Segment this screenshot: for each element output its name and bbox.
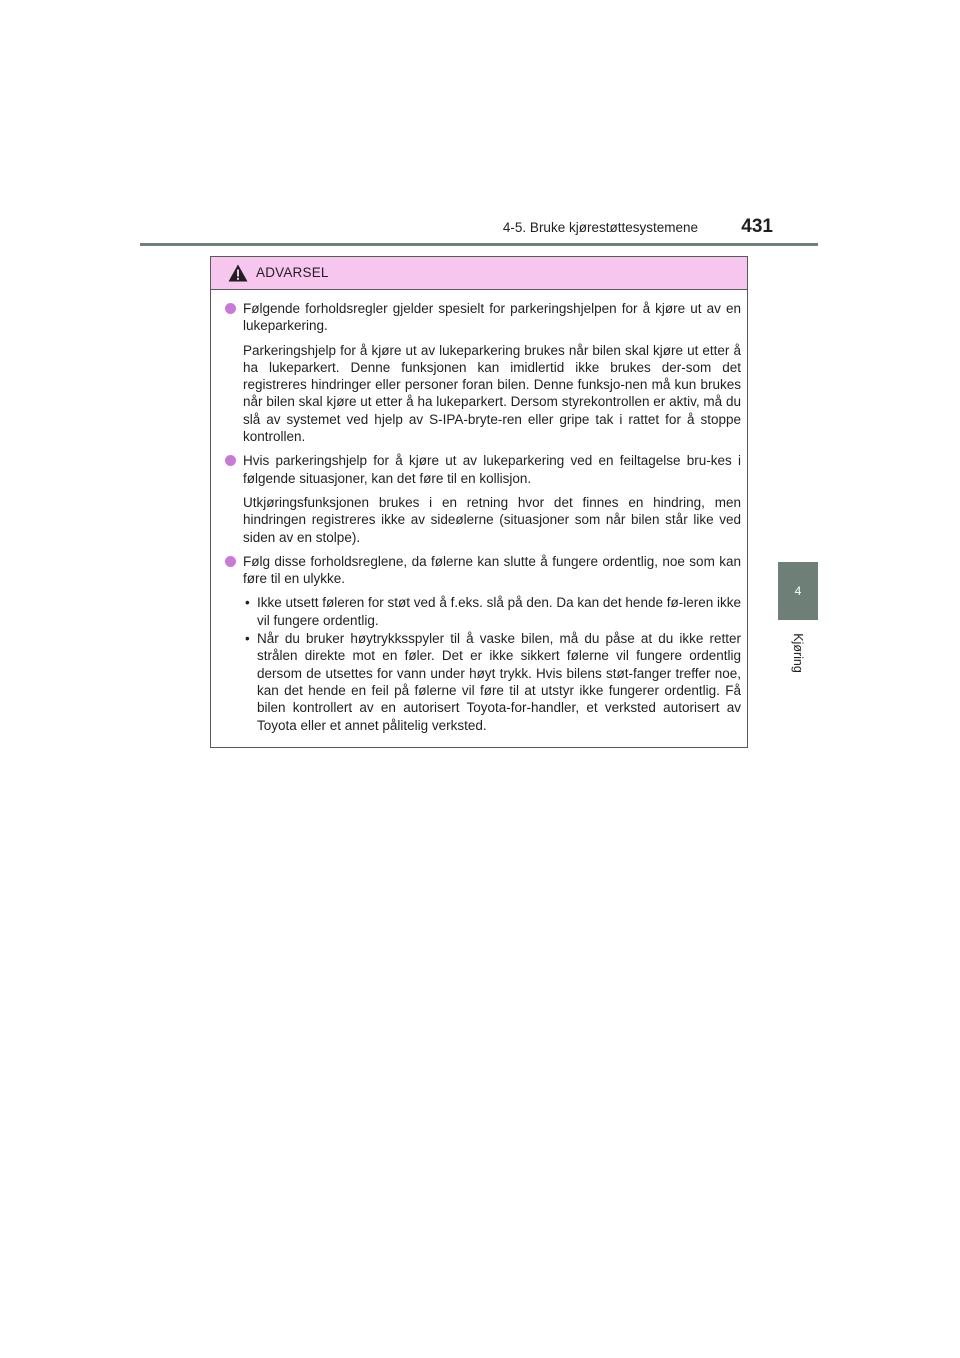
warning-triangle-icon: [228, 264, 248, 282]
warning-item-text: Følgende forholdsregler gjelder spesielt for parkeringshjelpen for å kjøre ut av en lukeparkering.: [243, 301, 741, 334]
warning-item-text: Hvis parkeringshjelp for å kjøre ut av lukeparkering ved en feiltagelse bru-kes i følgende situasjoner, kan det føre til en kollisjon.: [243, 453, 741, 486]
chapter-number: 4: [794, 584, 802, 598]
bullet-icon: [225, 556, 236, 567]
bullet-icon: [225, 455, 236, 466]
bullet-icon: [225, 303, 236, 314]
warning-subitem-text: Når du bruker høytrykksspyler til å vaske bilen, må du påse at du ikke retter strålen direkte mot en føler. Det er ikke sikkert følerne vil fungere ordentlig dersom de utsettes for vann under høyt trykk. Hvis bilens støt-fanger treffer noe, kan det hende en feil på følerne vil føre til at utstyr ikke fungerer ordentlig. Få bilen kontrollert av en autorisert Toyota-for-handler, et verksted autorisert av Toyota eller et annet pålitelig verksted.: [257, 631, 741, 733]
warning-subitem-text: Ikke utsett føleren for støt ved å f.eks. slå på den. Da kan det hende fø-leren ikke vil fungere ordentlig.: [257, 595, 741, 628]
chapter-label-container: [783, 628, 813, 678]
dot-bullet-icon: •: [245, 631, 250, 647]
warning-item: [225, 452, 741, 545]
section-title: 4-5. Bruke kjørestøttesystemene: [502, 220, 698, 235]
warning-box: [210, 256, 748, 748]
warning-item: [225, 553, 741, 734]
chapter-label: Kjøring: [791, 633, 805, 673]
warning-subitem: [243, 630, 741, 734]
warning-item-detail: Parkeringshjelp for å kjøre ut av lukeparkering brukes når bilen skal kjøre ut etter å ha lukeparkert. Denne funksjonen kan imidlertid ikke brukes der-som det registreres hindringer eller personer foran bilen. Denne funksjo-nen må kun brukes når bilen skal kjøre ut etter å ha lukeparkert. Dersom styrekontrollen er aktiv, må du slå av systemet ved hjelp av S-IPA-bryte-ren eller gripe tak i rattet for å stoppe kontrollen.: [243, 342, 741, 445]
dot-bullet-icon: •: [245, 595, 250, 611]
warning-item: [225, 300, 741, 445]
warning-item-detail: Utkjøringsfunksjonen brukes i en retning hvor det finnes en hindring, men hindringen registreres ikke av sideølerne (situasjoner som når bilen står like ved siden av en stolpe).: [243, 494, 741, 545]
chapter-tab: [778, 562, 818, 620]
warning-header: [211, 257, 747, 290]
page-number: 431: [741, 216, 773, 237]
warning-body: [211, 290, 747, 734]
warning-item-text: Følg disse forholdsreglene, da følerne kan slutte å fungere ordentlig, noe som kan føre til en ulykke.: [243, 553, 741, 587]
warning-label: ADVARSEL: [256, 265, 329, 280]
page-header: [140, 210, 818, 246]
warning-subitem: [243, 594, 741, 629]
header-rule: [140, 243, 818, 246]
